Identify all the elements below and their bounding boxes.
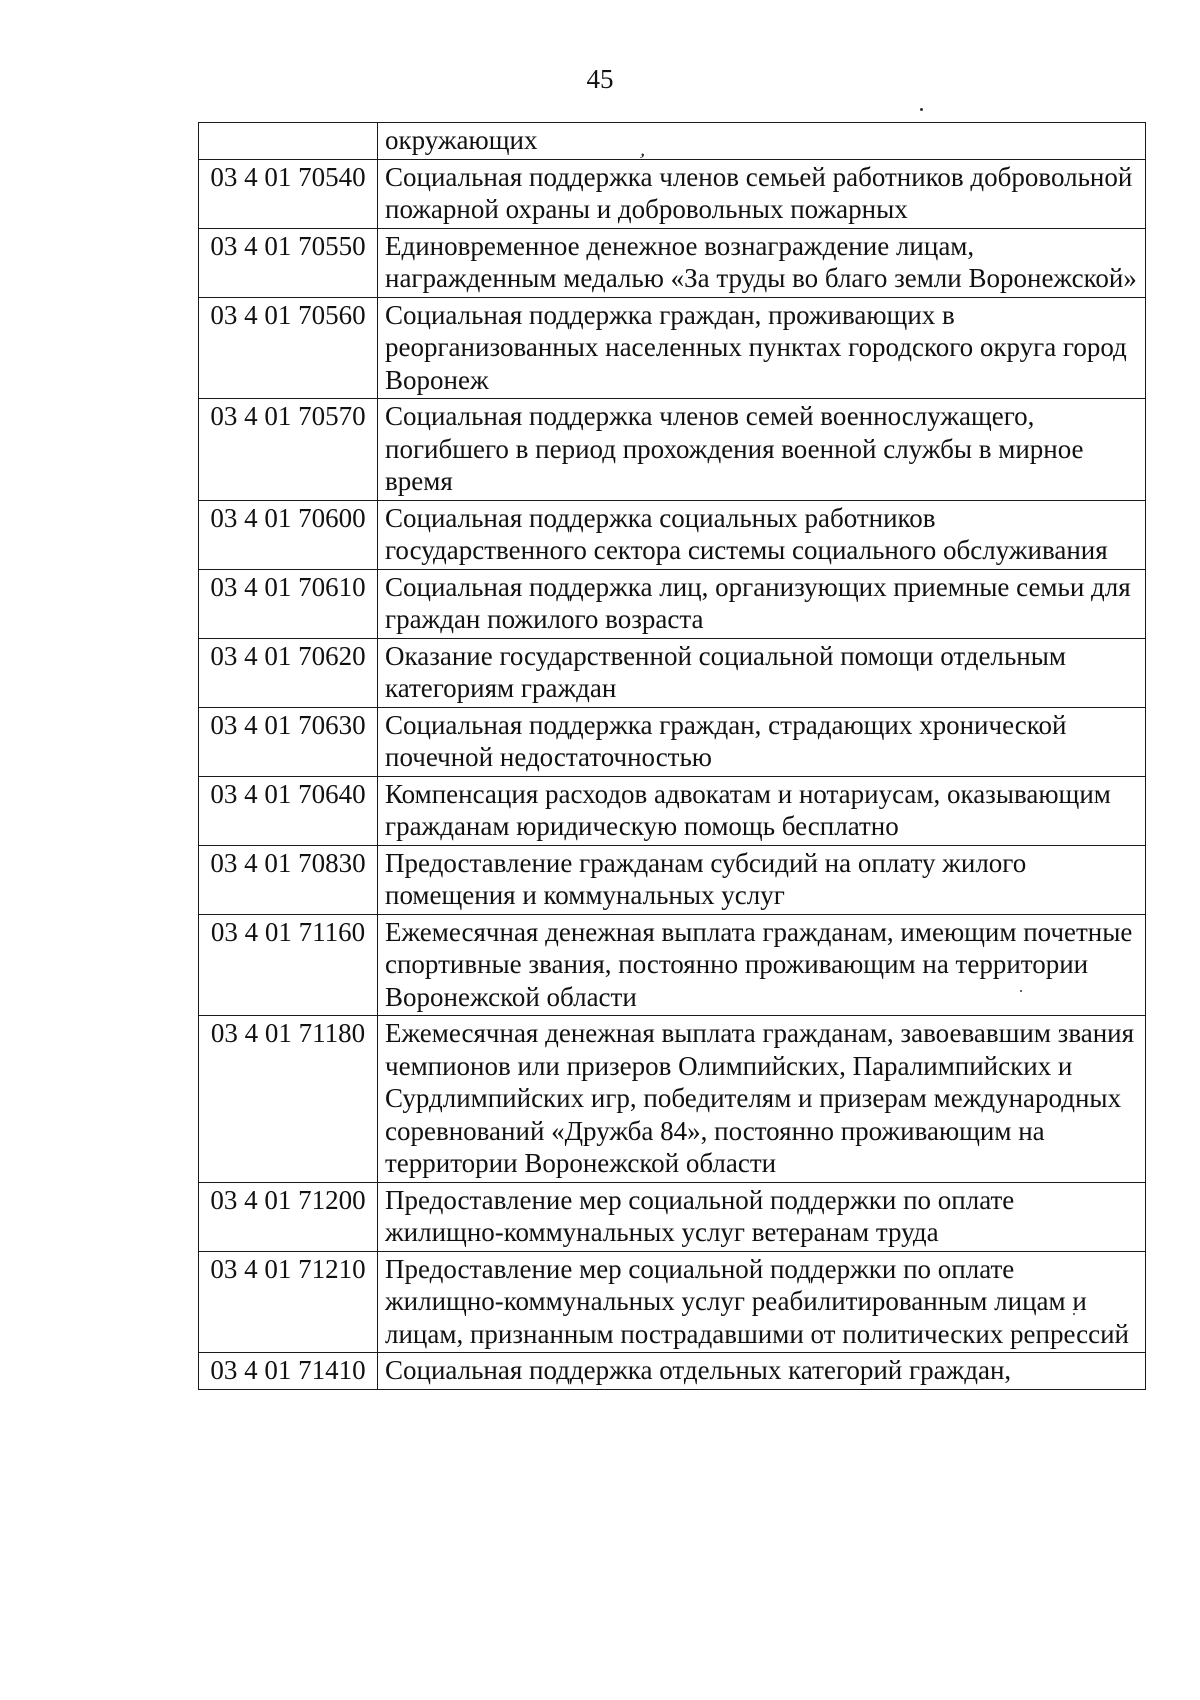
scan-speck bbox=[920, 108, 923, 111]
table-row bbox=[199, 914, 1146, 1016]
table-row bbox=[199, 776, 1146, 845]
row-description: Социальная поддержка граждан, проживающих в реорганизованных населенных пунктах городского округа город Воронеж bbox=[378, 297, 1146, 399]
scan-mark: , bbox=[638, 138, 651, 162]
row-code: 03 4 01 70540 bbox=[199, 159, 378, 228]
table-row bbox=[199, 845, 1146, 914]
row-code: 03 4 01 70830 bbox=[199, 845, 378, 914]
row-code: 03 4 01 70640 bbox=[199, 776, 378, 845]
row-description: Социальная поддержка граждан, страдающих хронической почечной недостаточностью bbox=[378, 707, 1146, 776]
row-description: Единовременное денежное вознаграждение лицам, награжденным медалью «За труды во благо земли Воронежской» bbox=[378, 228, 1146, 297]
row-description: Компенсация расходов адвокатам и нотариусам, оказывающим гражданам юридическую помощь бесплатно bbox=[378, 776, 1146, 845]
row-description: Социальная поддержка лиц, организующих приемные семьи для граждан пожилого возраста bbox=[378, 569, 1146, 638]
table-row bbox=[199, 399, 1146, 501]
row-code: 03 4 01 70560 bbox=[199, 297, 378, 399]
row-description: Предоставление мер социальной поддержки по оплате жилищно-коммунальных услуг ветеранам труда bbox=[378, 1182, 1146, 1251]
table-row bbox=[199, 500, 1146, 569]
row-code: 03 4 01 71180 bbox=[199, 1016, 378, 1183]
page-number: 45 bbox=[586, 64, 614, 94]
table-row bbox=[199, 638, 1146, 707]
row-code: 03 4 01 71160 bbox=[199, 914, 378, 1016]
row-code: 03 4 01 70630 bbox=[199, 707, 378, 776]
row-code: 03 4 01 71210 bbox=[199, 1251, 378, 1353]
row-description: окружающих bbox=[378, 123, 1146, 160]
row-code: 03 4 01 70570 bbox=[199, 399, 378, 501]
table-row bbox=[199, 1251, 1146, 1353]
table-row bbox=[199, 123, 1146, 160]
budget-codes-table bbox=[198, 122, 1146, 1390]
table-row bbox=[199, 1353, 1146, 1390]
row-description: Социальная поддержка членов семей военнослужащего, погибшего в период прохождения военной службы в мирное время bbox=[378, 399, 1146, 501]
row-code: 03 4 01 70620 bbox=[199, 638, 378, 707]
row-code: 03 4 01 71410 bbox=[199, 1353, 378, 1390]
table-row bbox=[199, 1182, 1146, 1251]
row-description: Ежемесячная денежная выплата гражданам, завоевавшим звания чемпионов или призеров Олимпийских, Паралимпийских и Сурдлимпийских игр, победителям и призерам международных соревнований «Дружба 84», постоянно проживающим на территории Воронежской области bbox=[378, 1016, 1146, 1183]
table-row bbox=[199, 1016, 1146, 1183]
row-code: 03 4 01 70550 bbox=[199, 228, 378, 297]
table-row bbox=[199, 297, 1146, 399]
row-code bbox=[199, 123, 378, 160]
row-description: Социальная поддержка членов семьей работников добровольной пожарной охраны и добровольных пожарных bbox=[378, 159, 1146, 228]
row-code: 03 4 01 71200 bbox=[199, 1182, 378, 1251]
row-description: Предоставление гражданам субсидий на оплату жилого помещения и коммунальных услуг bbox=[378, 845, 1146, 914]
row-description: Ежемесячная денежная выплата гражданам, имеющим почетные спортивные звания, постоянно проживающим на территории Воронежской области bbox=[378, 914, 1146, 1016]
table-row bbox=[199, 569, 1146, 638]
table-row bbox=[199, 159, 1146, 228]
row-code: 03 4 01 70600 bbox=[199, 500, 378, 569]
table-row bbox=[199, 707, 1146, 776]
row-code: 03 4 01 70610 bbox=[199, 569, 378, 638]
row-description: Социальная поддержка социальных работников государственного сектора системы социального обслуживания bbox=[378, 500, 1146, 569]
row-description: Предоставление мер социальной поддержки по оплате жилищно-коммунальных услуг реабилитированным лицам и лицам, признанным пострадавшими от политических репрессий bbox=[378, 1251, 1146, 1353]
row-description: Оказание государственной социальной помощи отдельным категориям граждан bbox=[378, 638, 1146, 707]
row-description: Социальная поддержка отдельных категорий граждан, bbox=[378, 1353, 1146, 1390]
table-row bbox=[199, 228, 1146, 297]
